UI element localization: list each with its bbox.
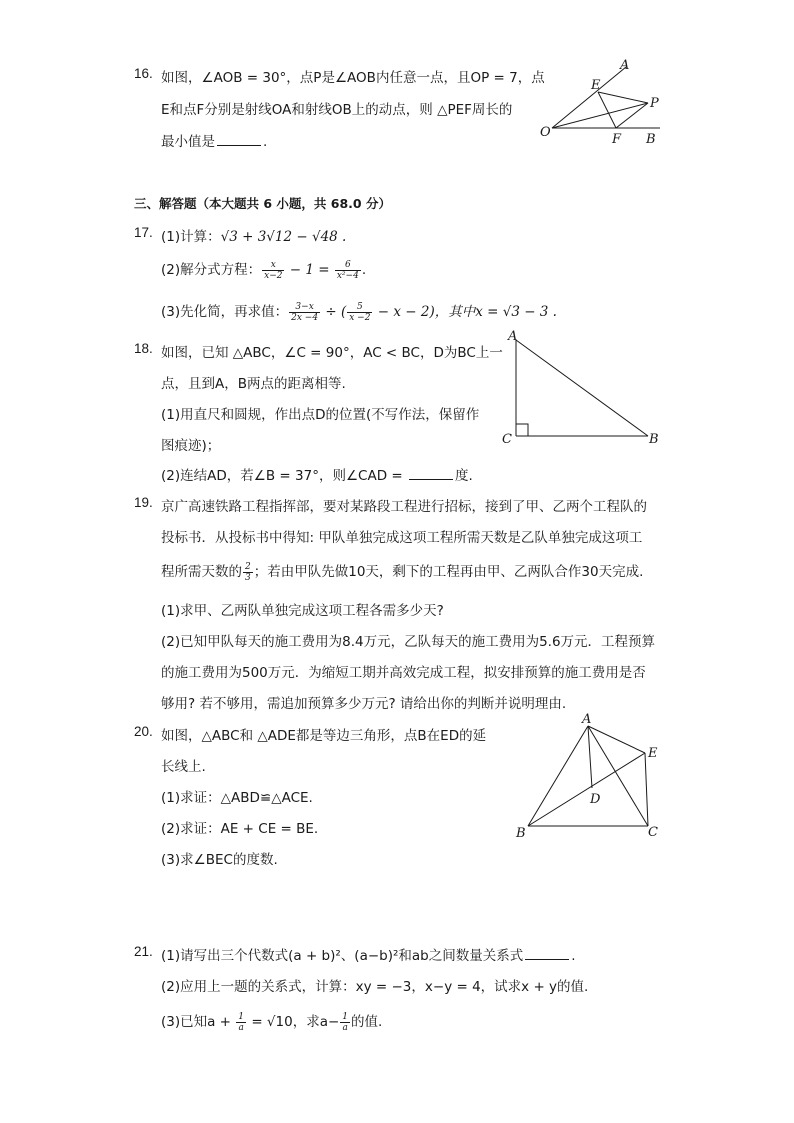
q19-line1: 京广高速铁路工程指挥部，要对某路段工程进行招标，接到了甲、乙两个工程队的 — [161, 499, 647, 515]
q17-part1-label: (1)计算： — [161, 229, 221, 245]
q21-fraction-2: $\frac{1}{a}$ — [342, 1011, 349, 1033]
q17-part3-label: (3)先化简，再求值： — [161, 304, 289, 320]
q17-part2-label: (2)解分式方程： — [161, 262, 262, 278]
q19-number: 19. — [134, 495, 153, 510]
q21-line2: (2)应用上一题的关系式，计算：xy = −3，x−y = 4，试求x + y的值. — [161, 979, 589, 995]
label-c: C — [502, 432, 512, 447]
q20-line5: (3)求∠BEC的度数. — [161, 852, 278, 868]
q21-line3 — [161, 1010, 382, 1033]
q19-line7: 够用? 若不够用，需追加预算多少万元? 请给出你的判断并说明理由. — [161, 696, 567, 712]
q18-line1: 如图，已知 △ABC，∠C = 90°，AC < BC，D为BC上一 — [161, 345, 503, 361]
q17-part1 — [161, 225, 346, 245]
label-a: A — [582, 712, 592, 727]
q17-part3-div: ÷ ( — [321, 304, 347, 320]
segment-ac — [588, 726, 648, 826]
q17-part2-frac1: $\frac{x}{x-2}$ — [264, 259, 283, 281]
q16-line1: 如图，∠AOB = 30°，点P是∠AOB内任意一点，且OP = 7，点 — [161, 70, 545, 86]
q16-number: 16. — [134, 66, 153, 81]
q17-number: 17. — [134, 225, 153, 240]
q16-line3 — [161, 130, 267, 150]
q16-line2: E和点F分别是射线OA和射线OB上的动点，则 △PEF周长的 — [161, 102, 513, 118]
label-a: A — [508, 329, 518, 344]
segment-be — [528, 753, 645, 826]
q19-line3-text: 程所需天数的 — [161, 564, 242, 580]
q17-part3-frac2: $\frac{5}{x -2}$ — [349, 301, 371, 323]
q17-part2-frac2: $\frac{6}{\text{x²−4}}$ — [336, 259, 359, 281]
q20-line2: 长线上. — [161, 759, 206, 775]
q19-line2: 投标书．从投标书中得知: 甲队单独完成这项工程所需天数是乙队单独完成这项工 — [161, 530, 643, 546]
q21-fraction-1: $\frac{1}{a}$ — [238, 1011, 245, 1033]
figure-q16 — [530, 55, 670, 150]
label-b: B — [646, 132, 656, 147]
q17-part2-mid: − 1 = — [285, 262, 334, 278]
label-d: D — [590, 792, 601, 807]
q21-line1 — [161, 944, 576, 964]
q19-line6: 的施工费用为500万元．为缩短工期并高效完成工程，拟安排预算的施工费用是否 — [161, 665, 646, 681]
q21-line3-text: (3)已知a + — [161, 1014, 236, 1030]
q16-answer-blank[interactable] — [217, 133, 261, 146]
segment-ef — [598, 92, 616, 128]
q21-line3-end: 的值. — [351, 1014, 383, 1030]
figure-q20 — [508, 706, 668, 846]
q19-line4: (1)求甲、乙两队单独完成这项工程各需多少天? — [161, 603, 444, 619]
q19-line3 — [161, 560, 643, 583]
q20-line1: 如图，△ABC和 △ADE都是等边三角形，点B在ED的延 — [161, 728, 487, 744]
q17-part3 — [161, 300, 557, 323]
label-c: C — [648, 825, 658, 840]
q16-line3-text: 最小值是 — [161, 134, 215, 150]
q18-line5 — [161, 464, 473, 484]
q17-part3-rest: − x − 2)，其中x = √3 − 3 . — [373, 304, 557, 320]
label-f: F — [612, 132, 622, 147]
q21-line3-mid: = √10，求a− — [247, 1014, 340, 1030]
q20-line3: (1)求证：△ABD≌△ACE. — [161, 790, 313, 806]
q19-fraction: $\frac{2}{3}$ — [245, 561, 251, 583]
q17-part2 — [161, 258, 366, 281]
label-o: O — [540, 125, 551, 140]
q17-part2-end: . — [361, 262, 367, 278]
q18-number: 18. — [134, 341, 153, 356]
segment-ec — [645, 753, 648, 826]
q17-part1-expr: √3 + 3√12 − √48 . — [220, 229, 347, 245]
label-e: E — [591, 78, 601, 93]
q21-number: 21. — [134, 944, 153, 959]
q18-answer-blank[interactable] — [409, 467, 453, 480]
segment-ad — [588, 726, 592, 788]
label-b: B — [516, 826, 526, 841]
label-e: E — [648, 746, 658, 761]
section-3-heading: 三、解答题（本大题共 6 小题，共 68.0 分） — [134, 196, 391, 211]
q18-line5-text: (2)连结AD，若∠B = 37°，则∠CAD = — [161, 468, 407, 484]
q20-number: 20. — [134, 724, 153, 739]
figure-q18 — [498, 326, 668, 451]
label-p: P — [650, 96, 659, 111]
segment-ab — [528, 726, 588, 826]
q21-line1-end: . — [571, 948, 576, 964]
q18-line5-end: 度. — [455, 468, 473, 484]
q17-part3-frac1: $\frac{3-x}{2x -4}$ — [291, 301, 319, 323]
label-a: A — [620, 58, 630, 73]
q18-line3: (1)用直尺和圆规，作出点D的位置(不写作法，保留作 — [161, 407, 480, 423]
q19-line3-rest: ；若由甲队先做10天，剩下的工程再由甲、乙两队合作30天完成. — [253, 564, 644, 580]
q16-line3-end: . — [263, 134, 268, 150]
right-angle-mark — [516, 424, 528, 436]
label-b: B — [649, 432, 659, 447]
q18-line2: 点，且到A，B两点的距离相等. — [161, 376, 346, 392]
segment-ab — [516, 340, 648, 436]
q21-answer-blank[interactable] — [525, 947, 569, 960]
q19-line5: (2)已知甲队每天的施工费用为8.4万元，乙队每天的施工费用为5.6万元．工程预算 — [161, 634, 656, 650]
q21-line1-text: (1)请写出三个代数式(a + b)²、(a−b)²和ab之间数量关系式 — [161, 948, 524, 964]
q18-line4: 图痕迹)； — [161, 438, 221, 454]
q20-line4: (2)求证：AE + CE = BE. — [161, 821, 319, 837]
segment-ep — [598, 92, 648, 103]
